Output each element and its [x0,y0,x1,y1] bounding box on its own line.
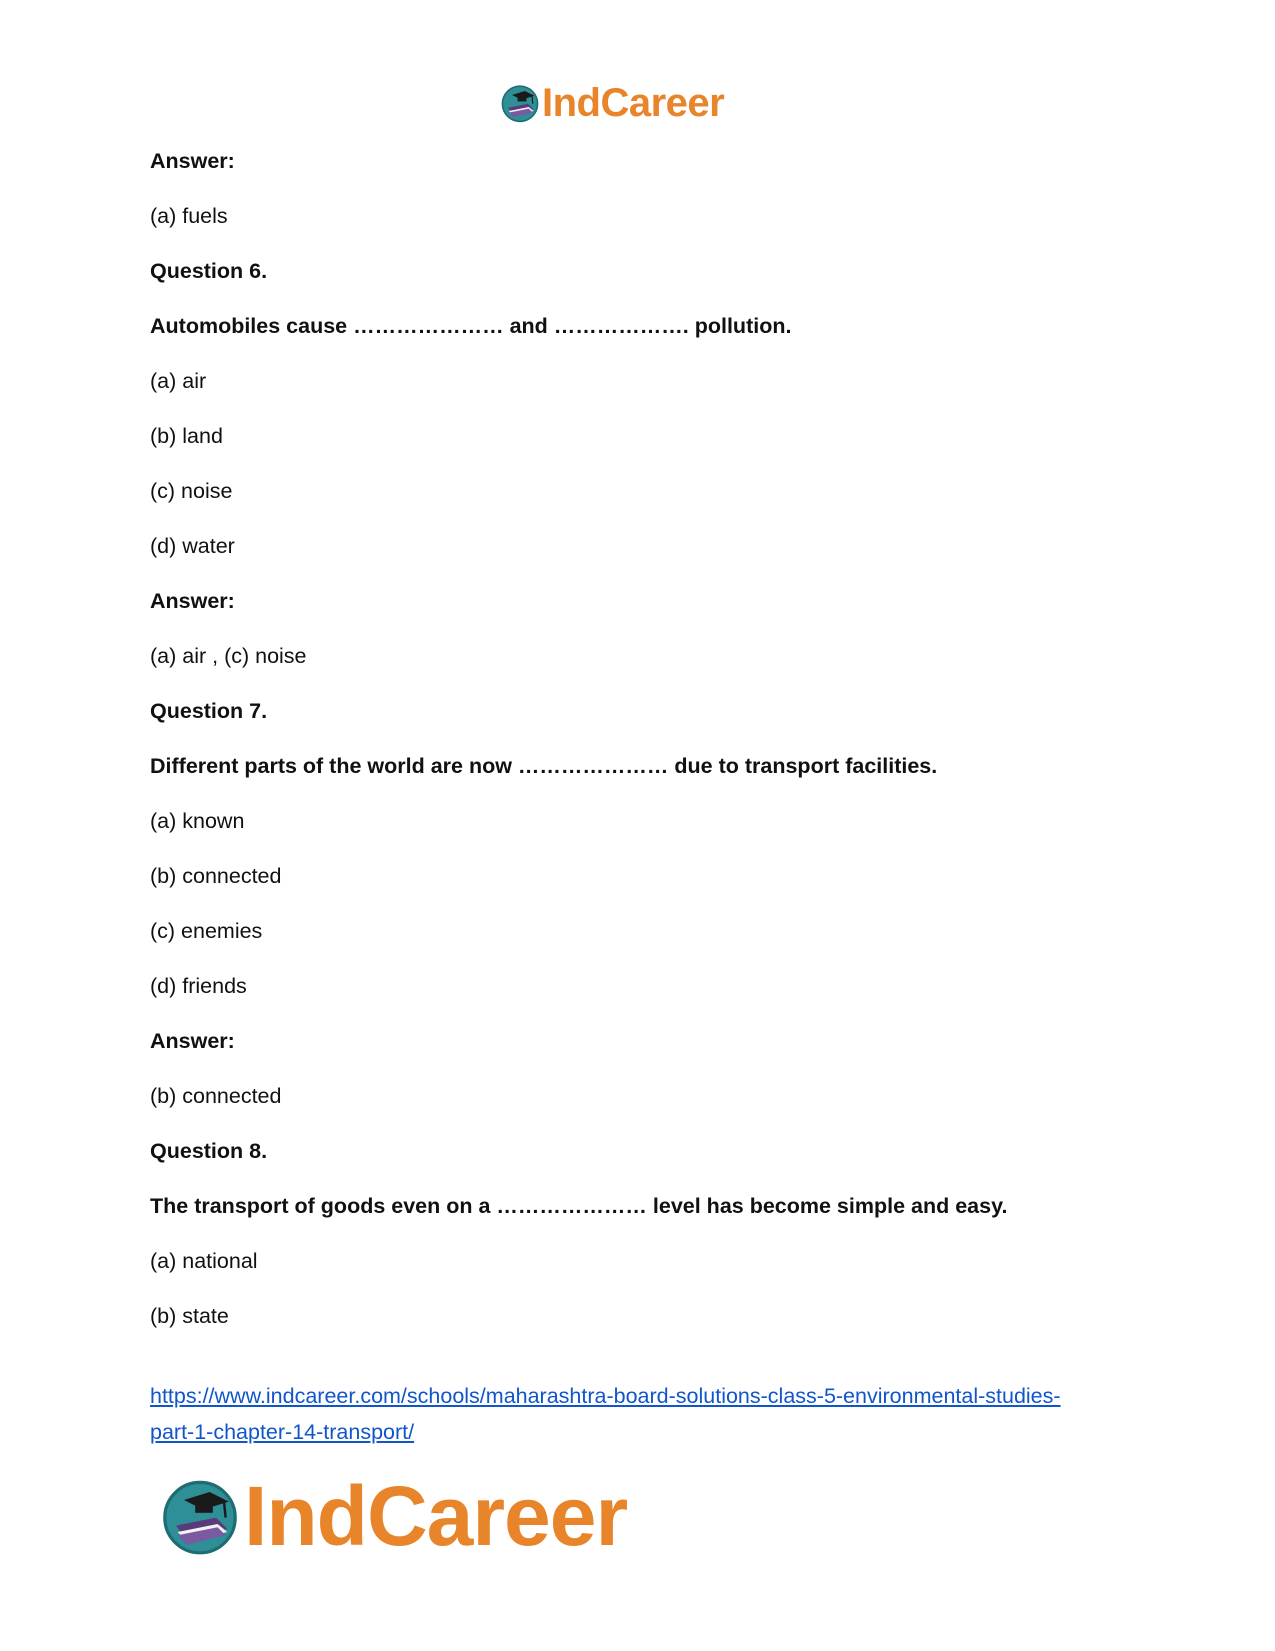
question-number: Question 7. [150,699,268,723]
document-body [150,146,1140,1356]
source-link[interactable] [150,1378,1140,1450]
answer-text: (a) fuels [150,204,228,228]
answer-text: (b) connected [150,1084,282,1108]
answer-label: Answer: [150,1029,235,1053]
question-text: The transport of goods even on a ………………… level has become simple and easy. [150,1194,1008,1218]
option-a: (a) air [150,369,207,393]
question-text: Different parts of the world are now ………………… due to transport facilities. [150,754,938,778]
source-link-line-1[interactable]: https://www.indcareer.com/schools/maharashtra-board-solutions-class-5-environmental-studies- [150,1384,1061,1408]
source-link-line-2[interactable]: part-1-chapter-14-transport/ [150,1420,415,1444]
option-d: (d) water [150,534,235,558]
option-d: (d) friends [150,974,247,998]
logo-text: IndCareer [244,1468,628,1563]
globe-book-icon [500,83,540,123]
option-b: (b) land [150,424,223,448]
answer-label: Answer: [150,149,235,173]
answer-text: (a) air , (c) noise [150,644,307,668]
option-a: (a) national [150,1249,258,1273]
logo-text: IndCareer [542,80,725,125]
question-number: Question 8. [150,1139,268,1163]
globe-book-icon [160,1476,240,1556]
option-b: (b) state [150,1304,229,1328]
footer-logo [160,1466,627,1566]
answer-label: Answer: [150,589,235,613]
option-c: (c) noise [150,479,233,503]
header-logo [500,78,724,128]
option-c: (c) enemies [150,919,263,943]
question-text: Automobiles cause ………………… and ………………. pollution. [150,314,792,338]
option-a: (a) known [150,809,245,833]
question-number: Question 6. [150,259,268,283]
option-b: (b) connected [150,864,282,888]
